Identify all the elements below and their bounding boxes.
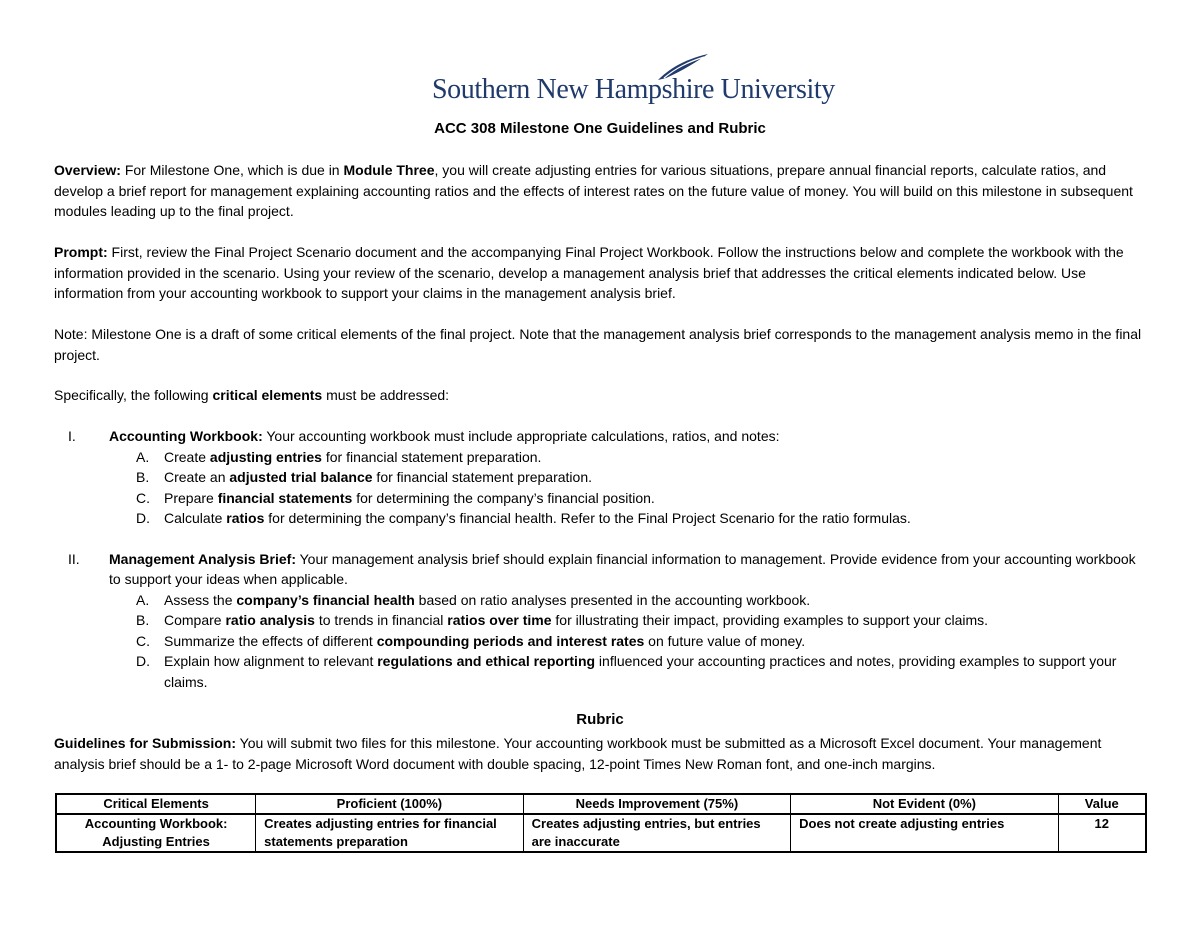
table-header-cell: Critical Elements <box>56 794 256 814</box>
sub-element-text: for determining the company’s financial health. Refer to the Final Project Scenario for the ratio formulas. <box>264 510 911 526</box>
overview-text-2: , you will create adjusting entries for various situations, prepare annual financial reports, calculate ratios, and develop a brief report for management explaining accounting ratios and the effects of interest rates on the future value of money. You will build on this milestone in subsequent modules leading up to the final project. <box>54 162 1133 219</box>
sub-element-item <box>109 447 1148 468</box>
sub-element-list <box>109 447 1148 529</box>
sub-element-item <box>109 508 1148 529</box>
sub-element-letter: D. <box>136 510 150 526</box>
critical-elements-list <box>54 426 1148 692</box>
sub-element-item <box>109 651 1148 692</box>
sub-element-text: Prepare <box>164 489 218 506</box>
specifically-bold: critical elements <box>212 387 323 403</box>
sub-element-text: Create <box>164 448 210 465</box>
sub-element-item <box>109 631 1148 652</box>
sub-element-letter: B. <box>136 469 150 485</box>
table-header-cell: Needs Improvement (75%) <box>523 794 791 814</box>
sub-element-text: Explain how alignment to relevant <box>164 653 378 669</box>
table-row <box>56 814 1146 852</box>
table-header-cell: Not Evident (0%) <box>791 794 1058 814</box>
critical-element-line: Accounting Workbook: <box>84 816 228 831</box>
critical-element-cell <box>56 814 256 852</box>
page-title: ACC 308 Milestone One Guidelines and Rubric <box>434 120 766 137</box>
specifically-text-1: Specifically, the following <box>54 387 213 403</box>
specifically-text-2: must be addressed: <box>322 387 450 403</box>
logo-wordmark: Southern New Hampshire University <box>432 74 835 105</box>
sub-element-item <box>109 488 1148 509</box>
overview-module: Module Three <box>343 162 435 178</box>
element-numeral: I. <box>68 428 76 444</box>
specifically-paragraph <box>54 385 1148 406</box>
element-text: Your accounting workbook must include appropriate calculations, ratios, and notes: <box>262 428 780 444</box>
note-paragraph: Note: Milestone One is a draft of some critical elements of the final project. Note that the management analysis brief corresponds to the management analysis memo in the final project. <box>54 326 1142 363</box>
sub-element-letter: C. <box>136 489 150 506</box>
sub-element-text: on future value of money. <box>644 632 806 649</box>
prompt-paragraph <box>54 242 1148 304</box>
sub-element-text: for financial statement preparation. <box>372 469 593 485</box>
sub-element-bold: ratios <box>226 510 265 526</box>
sub-element-letter: A. <box>136 448 150 465</box>
sub-element-bold: financial statements <box>217 489 353 506</box>
sub-element-item <box>109 610 1148 631</box>
rubric-table <box>55 793 1147 853</box>
sub-element-bold: adjusted trial balance <box>229 469 373 485</box>
value-cell: 12 <box>1058 814 1146 852</box>
overview-label: Overview: <box>54 162 121 178</box>
sub-element-letter: C. <box>136 632 150 649</box>
needs-improvement-cell: Creates adjusting entries, but entries are inaccurate <box>523 814 791 852</box>
not-evident-cell: Does not create adjusting entries <box>791 814 1058 852</box>
critical-element-item <box>54 426 1148 529</box>
sub-element-list <box>109 590 1148 693</box>
sub-element-bold: compounding periods and interest rates <box>376 632 645 649</box>
sub-element-text: Compare <box>164 612 226 628</box>
sub-element-letter: B. <box>136 612 150 628</box>
rubric-heading: Rubric <box>576 711 624 728</box>
sub-element-text: to trends in financial <box>314 612 448 628</box>
sub-element-bold: ratio analysis <box>225 612 315 628</box>
sub-element-item <box>109 467 1148 488</box>
sub-element-text: influenced your accounting practices and notes, providing examples to support your claims. <box>164 653 1117 690</box>
prompt-label: Prompt: <box>54 244 108 260</box>
critical-element-item <box>54 549 1148 693</box>
sub-element-text: for financial statement preparation. <box>321 448 542 465</box>
sub-element-text: based on ratio analyses presented in the accounting workbook. <box>414 591 811 608</box>
element-heading: Management Analysis Brief: <box>109 550 296 567</box>
guidelines-label: Guidelines for Submission: <box>54 735 237 751</box>
element-numeral: II. <box>68 550 80 567</box>
sub-element-text: Assess the <box>164 591 237 608</box>
sub-element-letter: D. <box>136 653 150 669</box>
table-header-row <box>56 794 1146 814</box>
sub-element-text: Create an <box>164 469 230 485</box>
sub-element-bold: company’s financial health <box>236 591 415 608</box>
sub-element-bold: regulations and ethical reporting <box>377 653 596 669</box>
university-logo <box>432 52 835 105</box>
sub-element-bold: adjusting entries <box>209 448 322 465</box>
sub-element-text: Calculate <box>164 510 227 526</box>
overview-text-1: For Milestone One, which is due in <box>120 162 344 178</box>
prompt-text: First, review the Final Project Scenario document and the accompanying Final Project Workbook. Follow the instructions below and complete the workbook with the information provided in the scenario. Using your review of the scenario, develop a management analysis brief that addresses the critical elements indicated below. Use information from your accounting workbook to support your claims in the management analysis brief. <box>54 244 1124 301</box>
proficient-cell: Creates adjusting entries for financial statements preparation <box>256 814 523 852</box>
element-text: Your management analysis brief should explain financial information to management. Provide evidence from your accounting workbook to support your ideas when applicable. <box>109 550 1136 587</box>
sub-element-text: for illustrating their impact, providing examples to support your claims. <box>551 612 989 628</box>
sub-element-letter: A. <box>136 591 150 608</box>
table-header-cell: Value <box>1058 794 1146 814</box>
overview-paragraph <box>54 160 1148 222</box>
element-heading: Accounting Workbook: <box>109 428 263 444</box>
sub-element-bold: ratios over time <box>447 612 552 628</box>
guidelines-paragraph <box>54 733 1148 774</box>
sub-element-item <box>109 590 1148 611</box>
table-header-cell: Proficient (100%) <box>256 794 523 814</box>
critical-element-line: Adjusting Entries <box>102 834 210 849</box>
guidelines-text: You will submit two files for this milestone. Your accounting workbook must be submitted as a Microsoft Excel document. Your management analysis brief should be a 1- to 2-page Microsoft Word document with double spacing, 12-point Times New Roman font, and one-inch margins. <box>54 735 1102 772</box>
sub-element-text: Summarize the effects of different <box>164 632 377 649</box>
sub-element-text: for determining the company’s financial position. <box>352 489 655 506</box>
